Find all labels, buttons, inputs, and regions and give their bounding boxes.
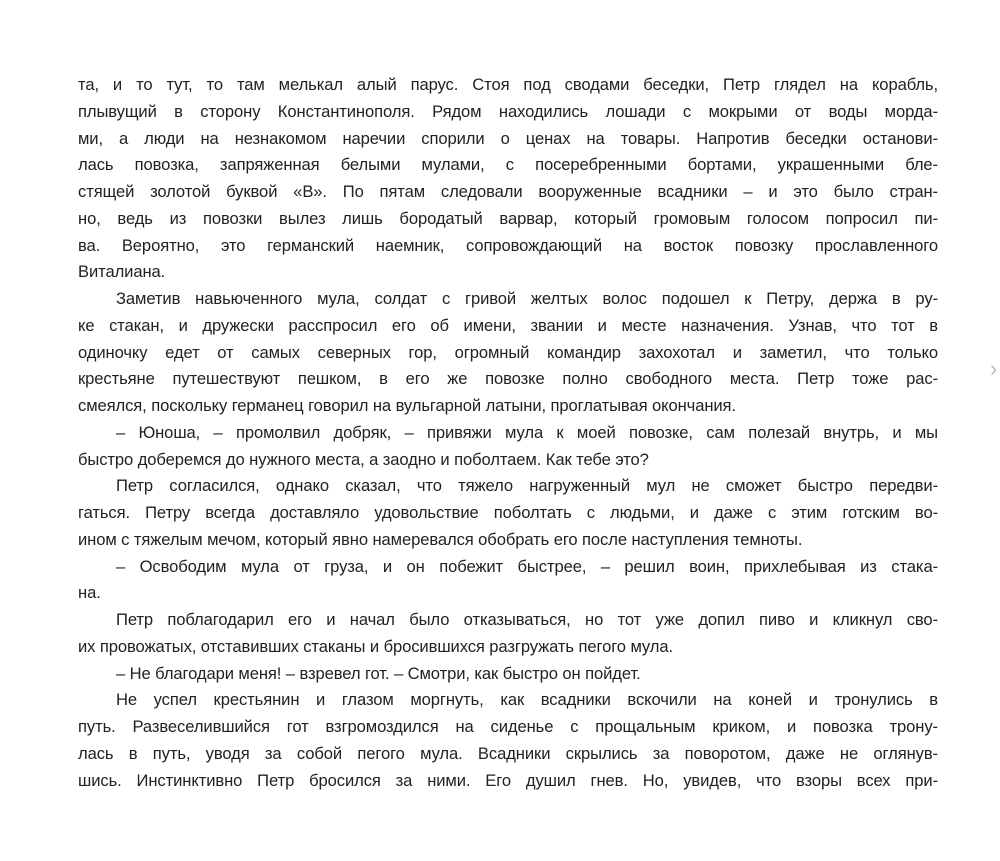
text-line: но, ведь из повозки вылез лишь бородатый варвар, который громовым голосом попросил пи-: [78, 208, 938, 228]
text-line: быстро доберемся до нужного места, а заодно и поболтаем. Как тебе это?: [78, 449, 649, 469]
text-line: Не успел крестьянин и глазом моргнуть, как всадники вскочили на коней и тронулись в: [116, 690, 938, 710]
text-line: ином с тяжелым мечом, который явно намеревался обобрать его после наступления темноты.: [78, 529, 803, 549]
text-line: одиночку едет от самых северных гор, огромный командир захохотал и заметил, что только: [78, 342, 938, 362]
text-line: плывущий в сторону Константинополя. Рядом находились лошади с мокрыми от воды морда-: [78, 101, 938, 121]
text-line: гаться. Петру всегда доставляло удовольствие поболтать с людьми, и даже с этим готским во-: [78, 503, 938, 522]
text-line: – Освободим мула от груза, и он побежит быстрее, – решил воин, прихлебывая из стака-: [116, 556, 938, 576]
paragraph: [78, 72, 938, 286]
paragraph: [78, 420, 938, 474]
text-line: их провожатых, отставивших стаканы и бросившихся разгружать пегого мула.: [78, 636, 673, 656]
text-line: на.: [78, 583, 101, 603]
text-line: ми, а люди на незнакомом наречии спорили о ценах на товары. Напротив беседки останови-: [78, 128, 938, 148]
text-line: Заметив навьюченного мула, солдат с гривой желтых волос подошел к Петру, держа в ру-: [116, 289, 938, 308]
paragraph: [78, 554, 938, 608]
paragraph: [78, 687, 938, 794]
paragraph: [78, 607, 938, 661]
text-line: Виталиана.: [78, 262, 166, 282]
text-line: путь. Развеселившийся гот взгромоздился на сиденье с прощальным криком, и повозка трону-: [78, 717, 938, 736]
text-line: шись. Инстинктивно Петр бросился за ними. Его душил гнев. Но, увидев, что взоры всех при-: [78, 770, 938, 790]
text-line: лась в путь, уводя за собой пегого мула. Всадники скрылись за поворотом, даже не оглянув-: [78, 743, 938, 763]
paragraph: [78, 473, 938, 553]
text-line: крестьяне путешествуют пешком, в его же повозке полно свободного места. Петр тоже рас-: [78, 369, 938, 389]
next-page-chevron-right-icon[interactable]: ›: [990, 356, 998, 381]
paragraph: [78, 286, 938, 420]
text-line: смеялся, поскольку германец говорил на вульгарной латыни, проглатывая окончания.: [78, 396, 736, 415]
text-line: ва. Вероятно, это германский наемник, сопровождающий на восток повозку прославленного: [78, 235, 938, 255]
text-line: лась повозка, запряженная белыми мулами, с посеребренными бортами, украшенными бле-: [78, 155, 938, 175]
paragraph: [78, 661, 938, 688]
text-line: стящей золотой буквой «В». По пятам следовали вооруженные всадники – и это было стран-: [78, 182, 938, 201]
text-line: Петр поблагодарил его и начал было отказываться, но тот уже допил пиво и кликнул сво-: [116, 610, 938, 629]
text-line: ке стакан, и дружески расспросил его об имени, звании и месте назначения. Узнав, что тот в: [78, 315, 938, 335]
text-line: – Не благодари меня! – взревел гот. – Смотри, как быстро он пойдет.: [116, 663, 641, 683]
text-line: Петр согласился, однако сказал, что тяжело нагруженный мул не сможет быстро передви-: [116, 476, 938, 496]
document-page: [78, 72, 938, 794]
text-line: – Юноша, – промолвил добряк, – привяжи мула к моей повозке, сам полезай внутрь, и мы: [116, 422, 938, 442]
text-line: та, и то тут, то там мелькал алый парус. Стоя под сводами беседки, Петр глядел на корабль,: [78, 75, 938, 94]
